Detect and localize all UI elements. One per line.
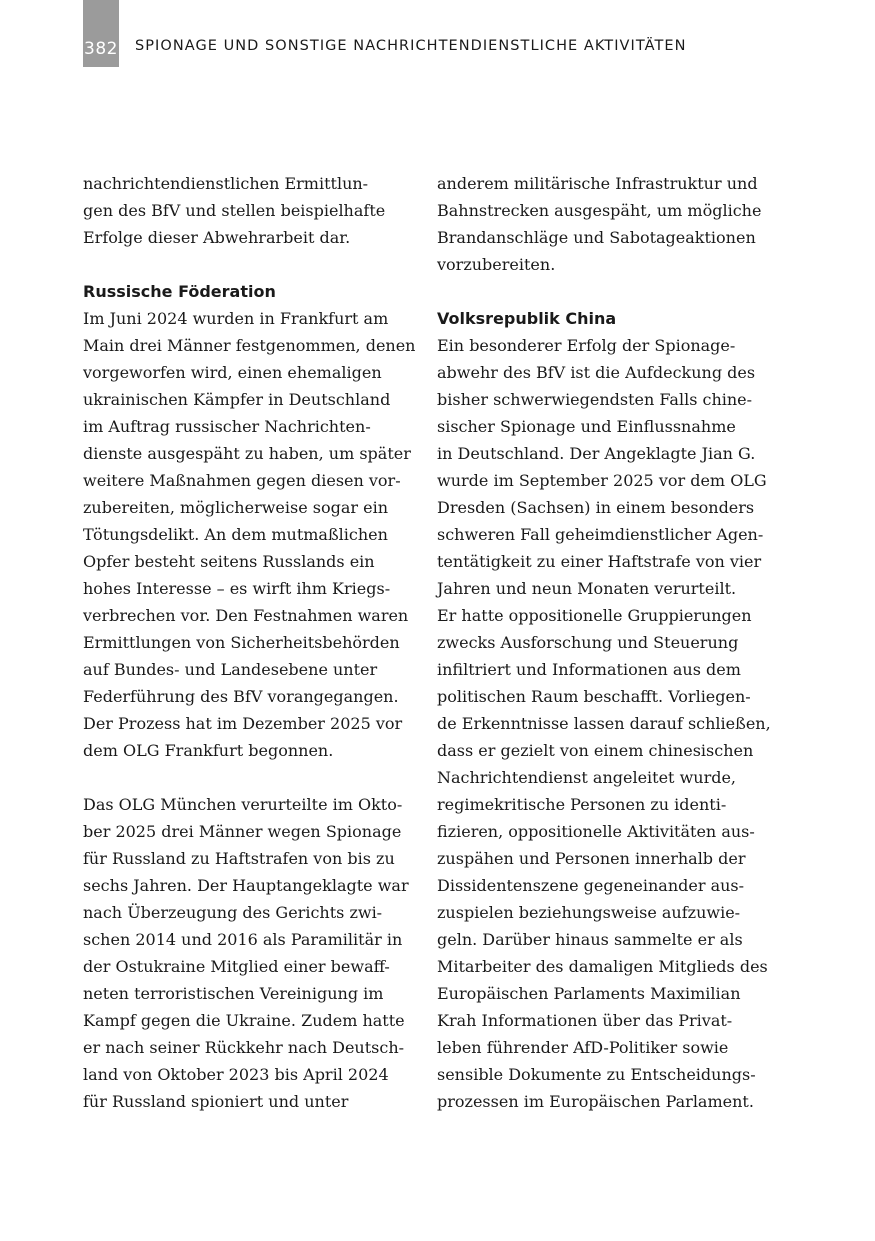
running-header: SPIONAGE UND SONSTIGE NACHRICHTENDIENSTLICHE AKTIVITÄTEN <box>135 38 687 54</box>
text-line: Kampf gegen die Ukraine. Zudem hatte <box>83 1011 405 1030</box>
text-line: hohes Interesse – es wirft ihm Kriegs- <box>83 579 391 598</box>
text-line: auf Bundes- und Landesebene unter <box>83 660 378 679</box>
text-line: Krah Informationen über das Privat- <box>437 1011 733 1030</box>
paragraph-gap <box>83 251 413 278</box>
text-line: nachrichtendienstlichen Ermittlun- <box>83 174 369 193</box>
text-line: prozessen im Europäischen Parlament. <box>437 1092 754 1111</box>
russia-paragraph-2 <box>83 791 413 1115</box>
text-line: im Auftrag russischer Nachrichten- <box>83 417 371 436</box>
text-line: regimekritische Personen zu identi- <box>437 795 727 814</box>
text-line: Im Juni 2024 wurden in Frankfurt am <box>83 309 389 328</box>
text-line: geln. Darüber hinaus sammelte er als <box>437 930 743 949</box>
text-line: de Erkenntnisse lassen darauf schließen, <box>437 714 771 733</box>
text-line: er nach seiner Rückkehr nach Deutsch- <box>83 1038 405 1057</box>
text-line: Nachrichtendienst angeleitet wurde, <box>437 768 737 787</box>
russia-paragraph-1 <box>83 305 416 764</box>
text-line: für Russland zu Haftstrafen von bis zu <box>83 849 395 868</box>
right-column <box>437 170 771 1115</box>
text-line: Opfer besteht seitens Russlands ein <box>83 552 375 571</box>
text-line: land von Oktober 2023 bis April 2024 <box>83 1065 389 1084</box>
text-line: Dresden (Sachsen) in einem besonders <box>437 498 755 517</box>
text-line: wurde im September 2025 vor dem OLG <box>437 471 767 490</box>
text-line: in Deutschland. Der Angeklagte Jian G. <box>437 444 756 463</box>
text-line: Federführung des BfV vorangegangen. <box>83 687 399 706</box>
text-line: anderem militärische Infrastruktur und <box>437 174 758 193</box>
text-line: verbrechen vor. Den Festnahmen waren <box>83 606 409 625</box>
section-heading-russia: Russische Föderation <box>83 282 276 301</box>
text-line: weitere Maßnahmen gegen diesen vor- <box>83 471 401 490</box>
text-line: Dissidentenszene gegeneinander aus- <box>437 876 745 895</box>
text-line: ukrainischen Kämpfer in Deutschland <box>83 390 391 409</box>
text-line: vorgeworfen wird, einen ehemaligen <box>83 363 382 382</box>
text-line: Main drei Männer festgenommen, denen <box>83 336 416 355</box>
text-line: politischen Raum beschafft. Vorliegen- <box>437 687 751 706</box>
text-line: Bahnstrecken ausgespäht, um mögliche <box>437 201 762 220</box>
text-line: zuspielen beziehungsweise aufzuwie- <box>437 903 741 922</box>
text-line: Brandanschläge und Sabotageaktionen <box>437 228 756 247</box>
paragraph-gap <box>437 278 767 305</box>
text-line: ber 2025 drei Männer wegen Spionage <box>83 822 402 841</box>
right-continuation-paragraph <box>437 170 767 278</box>
paragraph-gap <box>83 764 413 791</box>
text-line: Ein besonderer Erfolg der Spionage- <box>437 336 736 355</box>
text-line: neten terroristischen Vereinigung im <box>83 984 384 1003</box>
text-line: gen des BfV und stellen beispielhafte <box>83 201 386 220</box>
page-number: 382 <box>84 39 118 59</box>
text-line: zuspähen und Personen innerhalb der <box>437 849 746 868</box>
text-line: Ermittlungen von Sicherheitsbehörden <box>83 633 400 652</box>
text-line: fizieren, oppositionelle Aktivitäten aus- <box>437 822 755 841</box>
text-line: für Russland spioniert und unter <box>83 1092 349 1111</box>
text-line: schen 2014 und 2016 als Paramilitär in <box>83 930 403 949</box>
text-line: Er hatte oppositionelle Gruppierungen <box>437 606 752 625</box>
text-line: sechs Jahren. Der Hauptangeklagte war <box>83 876 409 895</box>
text-line: nach Überzeugung des Gerichts zwi- <box>83 903 383 922</box>
text-line: bisher schwerwiegendsten Falls chine- <box>437 390 753 409</box>
text-line: Erfolge dieser Abwehrarbeit dar. <box>83 228 351 247</box>
text-line: schweren Fall geheimdienstlicher Agen- <box>437 525 764 544</box>
text-line: leben führender AfD-Politiker sowie <box>437 1038 729 1057</box>
text-line: dass er gezielt von einem chinesischen <box>437 741 754 760</box>
text-line: Europäischen Parlaments Maximilian <box>437 984 741 1003</box>
text-line: Jahren und neun Monaten verurteilt. <box>437 579 737 598</box>
text-line: Mitarbeiter des damaligen Mitglieds des <box>437 957 768 976</box>
china-paragraph <box>437 332 771 1115</box>
text-line: der Ostukraine Mitglied einer bewaff- <box>83 957 390 976</box>
text-line: tentätigkeit zu einer Haftstrafe von vier <box>437 552 762 571</box>
text-line: zubereiten, möglicherweise sogar ein <box>83 498 389 517</box>
text-line: Das OLG München verurteilte im Okto- <box>83 795 403 814</box>
left-intro-paragraph <box>83 170 413 251</box>
text-line: zwecks Ausforschung und Steuerung <box>437 633 739 652</box>
text-line: Tötungsdelikt. An dem mutmaßlichen <box>83 525 388 544</box>
text-line: abwehr des BfV ist die Aufdeckung des <box>437 363 756 382</box>
text-line: vorzubereiten. <box>437 255 556 274</box>
left-column <box>83 170 416 1115</box>
text-line: sensible Dokumente zu Entscheidungs- <box>437 1065 756 1084</box>
section-heading-china: Volksrepublik China <box>437 309 617 328</box>
text-line: infiltriert und Informationen aus dem <box>437 660 741 679</box>
page-number-tab <box>83 0 119 67</box>
text-line: sischer Spionage und Einflussnahme <box>437 417 736 436</box>
text-line: dem OLG Frankfurt begonnen. <box>83 741 334 760</box>
text-line: dienste ausgespäht zu haben, um später <box>83 444 411 463</box>
text-line: Der Prozess hat im Dezember 2025 vor <box>83 714 403 733</box>
